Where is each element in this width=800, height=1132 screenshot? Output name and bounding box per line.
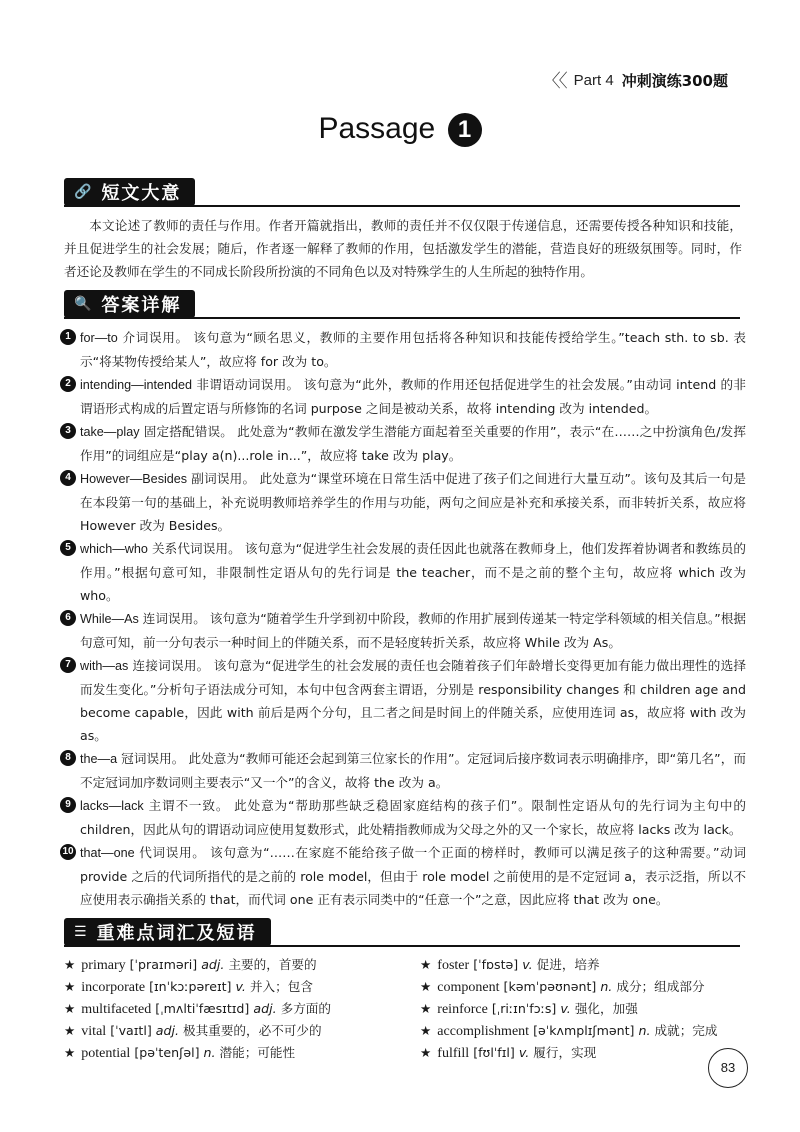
vocab-item	[64, 1020, 420, 1042]
vocab-phonetic: [ˈpraɪməri]	[129, 957, 198, 972]
answer-number: 2	[60, 376, 76, 392]
section-divider	[64, 945, 740, 947]
vocab-meaning: 成就；完成	[654, 1023, 718, 1038]
link-icon: 🔗	[74, 184, 94, 200]
vocab-meaning: 强化，加强	[574, 1001, 638, 1016]
vocab-word: potential	[81, 1046, 131, 1061]
star-icon: ★	[420, 1001, 432, 1016]
summary-heading	[64, 178, 195, 206]
vocab-word: incorporate	[81, 980, 146, 995]
answer-item	[64, 654, 746, 747]
answer-item	[64, 420, 746, 467]
vocab-item	[64, 954, 420, 976]
vocab-phonetic: [əˈkʌmplɪʃmənt]	[533, 1023, 635, 1038]
passage-title	[0, 112, 800, 147]
vocab-word: foster	[437, 958, 470, 973]
answer-correction: lacks—lack	[80, 799, 144, 813]
answer-item	[64, 537, 746, 607]
answer-correction: take—play	[80, 425, 140, 439]
answer-number: 1	[60, 329, 76, 345]
answer-correction: However—Besides	[80, 472, 188, 486]
vocab-pos: adj.	[155, 1023, 180, 1038]
star-icon: ★	[420, 1045, 432, 1060]
vocab-phonetic: [ˈvaɪtl]	[110, 1023, 152, 1038]
answer-number: 5	[60, 540, 76, 556]
vocab-phonetic: [ˈfɒstə]	[473, 957, 519, 972]
star-icon: ★	[420, 1023, 432, 1038]
star-icon: ★	[420, 979, 432, 994]
vocab-word: component	[437, 980, 500, 995]
star-icon: ★	[64, 1001, 76, 1016]
vocab-pos: n.	[638, 1023, 651, 1038]
vocab-heading-text: 重难点词汇及短语	[96, 923, 257, 944]
list-icon: ☰	[74, 924, 89, 940]
vocab-item	[64, 1042, 420, 1064]
answer-explanation: 代词误用。 该句意为“……在家庭不能给孩子做一个正面的榜样时，教师可以满足孩子的这种需要。”动词 provide 之后的代词所指代的是之前的 role model，但由于 role model 之前使用的是不定冠词 a，表示泛指，所以不应使用表示确指关系的 that，而代词 one 正有表示同类中的“任意一个”之意，因此应将 that 改为 one。	[80, 845, 746, 907]
answer-number: 7	[60, 657, 76, 673]
header-title: 冲刺演练300题	[621, 71, 728, 90]
vocab-pos: n.	[600, 979, 613, 994]
vocab-phonetic: [pəˈtenʃəl]	[134, 1045, 200, 1060]
vocab-word: reinforce	[437, 1002, 488, 1017]
star-icon: ★	[420, 957, 432, 972]
answers-heading-text: 答案详解	[101, 295, 182, 316]
vocab-section-header	[64, 918, 740, 946]
vocab-meaning: 多方面的	[280, 1001, 331, 1016]
header-part: Part 4	[573, 71, 614, 89]
answer-correction: the—a	[80, 752, 118, 766]
answer-explanation: 连接词误用。 该句意为“促进学生的社会发展的责任也会随着孩子们年龄增长变得更加有能力做出理性的选择而发生变化。”分析句子语法成分可知，本句中包含两套主谓语，分别是 responsibility changes 和 children age and become capable，因此 with 前后是两个分句，且二者之间是时间上的伴随关系，应使用连词 as，故应将 with 改为 as。	[80, 658, 746, 743]
vocab-phonetic: [kəmˈpəʊnənt]	[503, 979, 597, 994]
answers-section-header	[64, 290, 740, 318]
answer-item	[64, 794, 746, 841]
answer-number: 3	[60, 423, 76, 439]
vocab-item	[420, 976, 744, 998]
answer-explanation: 连词误用。 该句意为“随着学生升学到初中阶段，教师的作用扩展到传递某一特定学科领域的相关信息。”根据句意可知，前一分句表示一种时间上的伴随关系，而不是轻度转折关系，故应将 While 改为 As。	[80, 611, 746, 650]
vocab-pos: adj.	[253, 1001, 277, 1016]
vocab-pos: v.	[235, 979, 246, 994]
vocab-meaning: 履行，实现	[533, 1045, 597, 1060]
answer-number: 10	[60, 844, 76, 860]
vocab-meaning: 主要的，首要的	[228, 957, 317, 972]
answer-correction: for—to	[80, 331, 118, 345]
answer-number: 6	[60, 610, 76, 626]
vocab-phonetic: [ˌriːɪnˈfɔːs]	[491, 1001, 557, 1016]
passage-label: Passage	[318, 112, 436, 145]
answer-explanation: 副词误用。 此处意为“课堂环境在日常生活中促进了孩子们之间进行大量互动”。该句及其后一句是在本段第一句的基础上，补充说明教师培养学生的作用与功能，两句之间应是补充和承接关系，而非转折关系，故应将 However 改为 Besides。	[80, 471, 746, 533]
vocab-item	[420, 1042, 744, 1064]
answer-number: 9	[60, 797, 76, 813]
section-divider	[64, 205, 740, 207]
vocab-word: primary	[81, 958, 126, 973]
vocab-word: accomplishment	[437, 1024, 530, 1039]
vocab-meaning: 促进，培养	[536, 957, 600, 972]
star-icon: ★	[64, 979, 76, 994]
vocab-pos: v.	[522, 957, 533, 972]
answers-list	[64, 326, 746, 911]
vocab-meaning: 极其重要的，必不可少的	[183, 1023, 322, 1038]
answer-item	[64, 326, 746, 373]
vocab-phonetic: [fʊlˈfɪl]	[473, 1045, 515, 1060]
star-icon: ★	[64, 1023, 76, 1038]
vocab-phonetic: [ɪnˈkɔːpəreɪt]	[149, 979, 232, 994]
vocab-pos: v.	[560, 1001, 571, 1016]
answer-correction: which—who	[80, 542, 148, 556]
answers-heading	[64, 290, 195, 318]
vocab-word: multifaceted	[81, 1002, 152, 1017]
vocab-item	[420, 1020, 744, 1042]
answer-item	[64, 607, 746, 654]
answer-explanation: 固定搭配错误。 此处意为“教师在激发学生潜能方面起着至关重要的作用”，表示“在……之中扮演角色/发挥作用”的词组应是“play a(n)...role in...”，故应将 take 改为 play。	[80, 424, 746, 463]
summary-section-header	[64, 178, 740, 206]
answer-explanation: 主谓不一致。 此处意为“帮助那些缺乏稳固家庭结构的孩子们”。限制性定语从句的先行词为主句中的 children，因此从句的谓语动词应使用复数形式，此处精指教师成为父母之外的又一个家长，故应将 lacks 改为 lack。	[80, 798, 746, 837]
chevron-icon: 〈〈	[542, 71, 566, 92]
vocab-meaning: 潜能；可能性	[219, 1045, 296, 1060]
answer-explanation: 介词误用。 该句意为“顾名思义，教师的主要作用包括将各种知识和技能传授给学生。”teach sth. to sb. 表示“将某物传授给某人”，故应将 for 改为 to。	[80, 330, 746, 369]
vocab-heading	[64, 918, 271, 946]
section-divider	[64, 317, 740, 319]
answer-item	[64, 747, 746, 794]
vocab-item	[64, 998, 420, 1020]
summary-heading-text: 短文大意	[101, 183, 182, 204]
vocab-item	[420, 998, 744, 1020]
answer-explanation: 关系代词误用。 该句意为“促进学生社会发展的责任因此也就落在教师身上，他们发挥着协调者和教练员的作用。”根据句意可知，非限制性定语从句的先行词是 the teacher，而不是之前的整个主句，故应将 which 改为 who。	[80, 541, 746, 603]
answer-item	[64, 373, 746, 420]
vocab-item	[64, 976, 420, 998]
vocab-meaning: 并入；包含	[249, 979, 313, 994]
answer-correction: intending—intended	[80, 378, 193, 392]
vocab-word: vital	[81, 1024, 107, 1039]
answer-explanation: 非谓语动词误用。 该句意为“此外，教师的作用还包括促进学生的社会发展。”由动词 intend 的非谓语形式构成的后置定语与所修饰的名词 purpose 之间是被动关系，故将 intending 改为 intended。	[80, 377, 746, 416]
vocab-word: fulfill	[437, 1046, 470, 1061]
answer-number: 8	[60, 750, 76, 766]
vocab-phonetic: [ˌmʌltiˈfæsɪtɪd]	[155, 1001, 250, 1016]
magnifier-icon: 🔍	[74, 296, 94, 312]
vocab-pos: adj.	[201, 957, 225, 972]
vocab-item	[420, 954, 744, 976]
running-header	[543, 66, 728, 94]
page-number: 83	[708, 1048, 748, 1088]
summary-paragraph: 本文论述了教师的责任与作用。作者开篇就指出，教师的责任并不仅仅限于传递信息，还需要传授各种知识和技能，并且促进学生的社会发展；随后，作者逐一解释了教师的作用，包括激发学生的潜能，营造良好的班级氛围等。同时，作者还论及教师在学生的不同成长阶段所扮演的不同角色以及对特殊学生的人生所起的独特作用。	[64, 218, 742, 279]
answer-item	[64, 467, 746, 537]
vocab-meaning: 成分；组成部分	[616, 979, 705, 994]
vocab-pos: n.	[203, 1045, 216, 1060]
answer-correction: While—As	[80, 612, 139, 626]
answer-correction: that—one	[80, 846, 135, 860]
star-icon: ★	[64, 1045, 76, 1060]
vocab-list	[64, 954, 744, 1064]
answer-explanation: 冠词误用。 此处意为“教师可能还会起到第三位家长的作用”。定冠词后接序数词表示明确排序，即“第几名”，而不定冠词加序数词则主要表示“又一个”的含义，故将 the 改为 a。	[80, 751, 746, 790]
star-icon: ★	[64, 957, 76, 972]
answer-correction: with—as	[80, 659, 129, 673]
answer-number: 4	[60, 470, 76, 486]
answer-item	[64, 841, 746, 911]
passage-number-badge: 1	[448, 113, 482, 147]
vocab-pos: v.	[518, 1045, 530, 1060]
